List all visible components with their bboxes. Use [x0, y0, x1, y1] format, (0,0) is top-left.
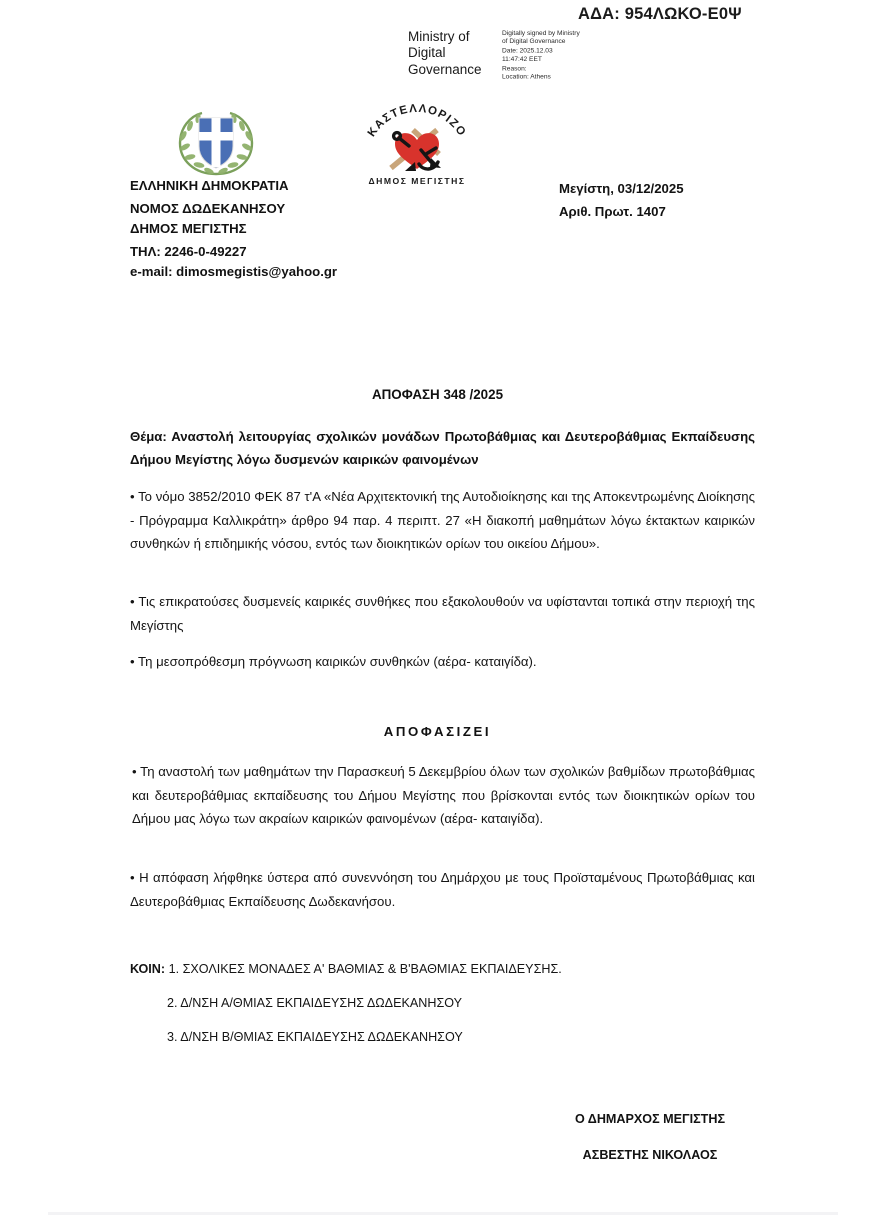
preamble-bullet-1: • Το νόμο 3852/2010 ΦΕΚ 87 τ'Α «Νέα Αρχιτεκτονική της Αυτοδιοίκησης και της Αποκεντρωμένης Διοίκησης - Πρόγραμμα Καλλικράτη» άρθρο 94 παρ. 4 περιπτ. 27 «Η διακοπή μαθημάτων λόγω έκτακτων καιρικών συνθηκών ή επιδημικής νόσου, εντός των διοικητικών ορίων του οικείου Δήμου». — [130, 489, 755, 551]
letterhead-republic: ΕΛΛΗΝΙΚΗ ΔΗΜΟΚΡΑΤΙΑ — [130, 178, 289, 193]
mayor-name: ΑΣΒΕΣΤΗΣ ΝΙΚΟΛΑΟΣ — [582, 1148, 718, 1162]
recipient-item-3: 3. Δ/ΝΣΗ Β/ΘΜΙΑΣ ΕΚΠΑΙΔΕΥΣΗΣ ΔΩΔΕΚΑΝΗΣΟΥ — [167, 1030, 463, 1044]
signature-details — [502, 29, 632, 83]
place-and-date: Μεγίστη, 03/12/2025 — [559, 181, 684, 196]
digital-signature-stamp — [408, 29, 612, 82]
signature-detail-date: Date: 2025.12.03 — [502, 47, 553, 55]
recipients-label: ΚΟΙΝ: — [130, 962, 166, 976]
svg-text:ΚΑΣΤΕΛΛΟΡΙΖΟ: ΚΑΣΤΕΛΛΟΡΙΖΟ — [365, 102, 469, 140]
protocol-number: Αριθ. Πρωτ. 1407 — [559, 203, 666, 219]
signature-detail-time: 11:47:42 EET — [502, 56, 542, 64]
signature-ministry-line-3: Governance — [408, 61, 482, 77]
decision-number-heading: ΑΠΟΦΑΣΗ 348 /2025 — [371, 387, 504, 402]
signature-detail-signed-by-2: of Digital Governance — [502, 38, 566, 47]
decides-heading: ΑΠΟΦΑΣΙΖΕΙ — [383, 724, 492, 739]
svg-text:ΔΗΜΟΣ ΜΕΓΙΣΤΗΣ: ΔΗΜΟΣ ΜΕΓΙΣΤΗΣ — [368, 176, 466, 186]
recipient-item-1: 1. ΣΧΟΛΙΚΕΣ ΜΟΝΑΔΕΣ Α' ΒΑΘΜΙΑΣ & Β'ΒΑΘΜΙΑΣ ΕΚΠΑΙΔΕΥΣΗΣ. — [168, 962, 562, 976]
preamble-bullet-3: • Τη μεσοπρόθεσμη πρόγνωση καιρικών συνθηκών (αέρα- καταιγίδα). — [130, 654, 537, 669]
recipient-item-2: 2. Δ/ΝΣΗ Α/ΘΜΙΑΣ ΕΚΠΑΙΔΕΥΣΗΣ ΔΩΔΕΚΑΝΗΣΟΥ — [167, 996, 463, 1010]
recipients-block — [130, 962, 780, 1044]
letterhead-phone: ΤΗΛ: 2246-0-49227 — [130, 244, 247, 260]
signature-detail-signed-by: Digitally signed by Ministry — [502, 30, 580, 38]
signature-detail-location: Location: Athens — [502, 74, 551, 82]
decision-bullet-2: • Η απόφαση λήφθηκε ύστερα από συνεννόηση του Δημάρχου με τους Προϊσταμένους Πρωτοβάθμιας και Δευτεροβάθμιας Εκπαίδευσης Δωδεκανήσου. — [130, 870, 755, 909]
ada-code: ΑΔΑ: 954ΛΩΚΟ-Ε0Ψ — [578, 5, 742, 23]
letterhead-email: e-mail: dimosmegistis@yahoo.gr — [130, 264, 338, 280]
mayor-title: Ο ΔΗΜΑΡΧΟΣ ΜΕΓΙΣΤΗΣ — [574, 1112, 726, 1126]
signature-detail-reason: Reason: — [502, 65, 527, 73]
subject-line: Θέμα: Αναστολή λειτουργίας σχολικών μονάδων Πρωτοβάθμιας και Δευτεροβάθμιας Εκπαίδευσης Δήμου Μεγίστης λόγω δυσμενών καιρικών φαινομένων — [130, 429, 755, 468]
letterhead-municipality: ΔΗΜΟΣ ΜΕΓΙΣΤΗΣ — [130, 221, 247, 237]
signature-ministry-line-2: Digital — [408, 45, 446, 61]
letterhead-prefecture: ΝΟΜΟΣ ΔΩΔΕΚΑΝΗΣΟΥ — [130, 201, 286, 217]
decision-bullet-1: • Τη αναστολή των μαθημάτων την Παρασκευή 5 Δεκεμβρίου όλων των σχολικών βαθμίδων πρωτοβάθμιας και δευτεροβάθμιας εκπαίδευσης του Δήμου Μεγίστης που βρίσκονται εντός των διοικητικών ορίων του Δήμου μας λόγω των ακραίων καιρικών φαινομένων (αέρα- καταιγίδα). — [132, 764, 755, 826]
hellenic-republic-coat-of-arms-icon — [168, 106, 264, 180]
signature-ministry-line-1: Ministry of — [408, 29, 470, 44]
preamble-bullet-2: • Τις επικρατούσες δυσμενείς καιρικές συνθήκες που εξακολουθούν να υφίστανται τοπικά στην περιοχή της Μεγίστης — [130, 594, 755, 633]
signature-ministry-name — [408, 29, 496, 78]
letterhead — [130, 176, 460, 282]
recipients-first-line — [130, 962, 780, 976]
scan-edge-artifact — [48, 1212, 838, 1215]
date-protocol-block — [559, 178, 684, 223]
